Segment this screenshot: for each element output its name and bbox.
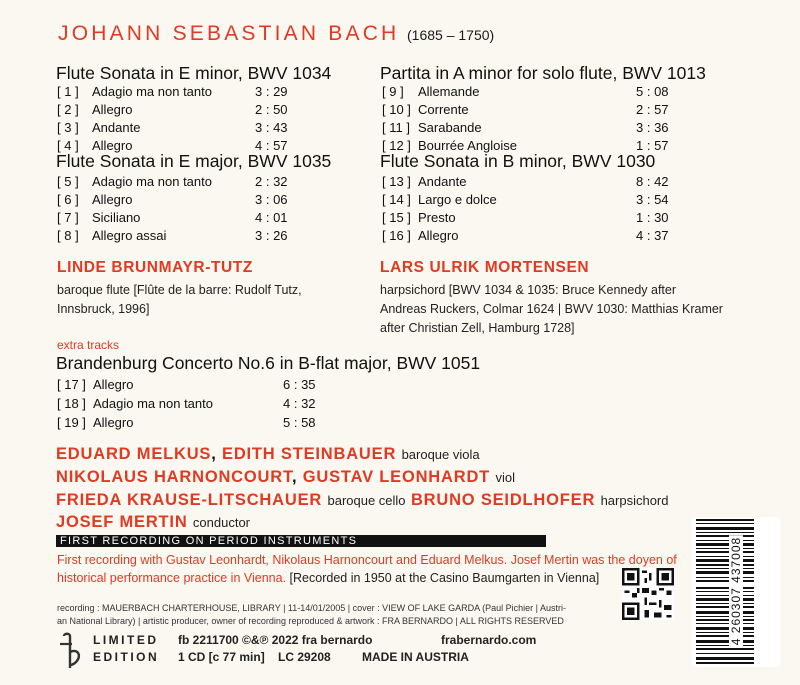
note-black-text: [Recorded in 1950 at the Casino Baumgarten in Vienna]: [289, 571, 600, 585]
artist-name: JOSEF MERTIN: [56, 513, 188, 531]
track-number: [ 12 ]: [382, 138, 411, 153]
track-row: [382, 173, 682, 191]
track-number: [ 6 ]: [57, 192, 79, 207]
track-duration: 3 : 26: [255, 228, 288, 243]
track-row: [57, 101, 307, 119]
artist-role: harpsichord: [600, 493, 669, 508]
artist-name: NIKOLAUS HARNONCOURT: [56, 468, 292, 486]
track-number: [ 18 ]: [57, 396, 86, 411]
soloist-flute-name: LINDE BRUNMAYR-TUTZ: [57, 259, 253, 276]
track-number: [ 19 ]: [57, 415, 86, 430]
track-title: Adagio ma non tanto: [93, 396, 213, 411]
track-list: [382, 173, 682, 245]
note-red-text: historical performance practice in Vienna.: [57, 571, 287, 585]
catalog-copyright: fb 2211700 ©&℗ 2022 fra bernardo: [178, 633, 373, 647]
track-number: [ 8 ]: [57, 228, 79, 243]
track-title: Andante: [418, 174, 467, 189]
ensemble-line-4: [56, 513, 250, 532]
track-title: Corrente: [418, 102, 469, 117]
track-number: [ 2 ]: [57, 102, 79, 117]
artist-name: EDITH STEINBAUER: [222, 445, 397, 463]
track-number: [ 1 ]: [57, 84, 79, 99]
track-number: [ 9 ]: [382, 84, 404, 99]
track-number: [ 11 ]: [382, 120, 410, 135]
track-title: Adagio ma non tanto: [92, 174, 212, 189]
ensemble-line-2: [56, 468, 515, 487]
soloist-flute-credit: [57, 281, 302, 319]
track-title: Sarabande: [418, 120, 482, 135]
composer-years: (1685 – 1750): [407, 27, 495, 43]
artist-name: EDUARD MELKUS: [56, 445, 212, 463]
track-number: [ 15 ]: [382, 210, 411, 225]
production-credits: [57, 602, 566, 628]
track-number: [ 13 ]: [382, 174, 411, 189]
track-duration: 3 : 36: [636, 120, 669, 135]
track-row: [382, 209, 682, 227]
credit-line: after Christian Zell, Hamburg 1728]: [380, 321, 575, 335]
recording-note-line-2: [57, 571, 599, 585]
work-title: Partita in A minor for solo flute, BWV 1013: [380, 63, 706, 83]
track-duration: 5 : 08: [636, 84, 669, 99]
track-duration: 4 : 01: [255, 210, 288, 225]
track-row: [382, 101, 682, 119]
track-duration: 3 : 06: [255, 192, 288, 207]
track-title: Allegro: [418, 228, 459, 243]
period-instruments-banner: FIRST RECORDING ON PERIOD INSTRUMENTS: [56, 535, 546, 547]
track-row: [57, 173, 307, 191]
artist-name: GUSTAV LEONHARDT: [302, 468, 491, 486]
label-code: LC 29208: [278, 650, 331, 664]
track-row: [57, 375, 337, 394]
country-of-manufacture: MADE IN AUSTRIA: [362, 650, 469, 664]
track-number: [ 16 ]: [382, 228, 411, 243]
work-title: Flute Sonata in E major, BWV 1035: [56, 151, 332, 171]
artist-name: FRIEDA KRAUSE-LITSCHAUER: [56, 491, 323, 509]
track-duration: 4 : 37: [636, 228, 669, 243]
track-title: Adagio ma non tanto: [92, 84, 212, 99]
soloist-harpsichord-credit: [380, 281, 723, 338]
track-row: [57, 83, 307, 101]
edition-text: EDITION: [93, 650, 160, 664]
credit-line: harpsichord [BWV 1034 & 1035: Bruce Kennedy after: [380, 283, 677, 297]
track-row: [382, 83, 682, 101]
credits-line: recording : MAUERBACH CHARTERHOUSE, LIBRARY | 11-14/01/2005 | cover : VIEW OF LAKE GARDA (Paul Pichier | Austri-: [57, 603, 567, 613]
artist-role: baroque viola: [401, 447, 480, 462]
artist-role: conductor: [192, 515, 251, 530]
cd-format: 1 CD [c 77 min]: [178, 650, 265, 664]
track-row: [57, 227, 307, 245]
track-title: Allegro: [93, 377, 134, 392]
track-duration: 2 : 50: [255, 102, 288, 117]
track-row: [382, 227, 682, 245]
track-duration: 2 : 32: [255, 174, 288, 189]
work-title: Flute Sonata in E minor, BWV 1034: [56, 63, 332, 83]
track-title: Largo e dolce: [418, 192, 497, 207]
track-duration: 1 : 30: [636, 210, 669, 225]
ensemble-line-3: [56, 491, 669, 510]
track-list: [57, 173, 307, 245]
track-row: [57, 413, 337, 432]
qr-code-icon: [622, 568, 674, 620]
artist-role: baroque cello: [327, 493, 406, 508]
track-list: [57, 375, 337, 432]
work-title: Brandenburg Concerto No.6 in B-flat major, BWV 1051: [56, 353, 481, 373]
extra-tracks-label: extra tracks: [57, 338, 120, 352]
track-list: [57, 83, 307, 155]
track-list: [382, 83, 682, 155]
track-title: Allegro: [93, 415, 134, 430]
track-duration: 5 : 58: [283, 415, 316, 430]
limited-edition-mark: [93, 632, 159, 666]
barcode: [692, 517, 780, 667]
work-title: Flute Sonata in B minor, BWV 1030: [380, 151, 656, 171]
credit-line: baroque flute [Flûte de la barre: Rudolf Tutz,: [57, 283, 302, 297]
track-number: [ 3 ]: [57, 120, 79, 135]
fra-bernardo-logo-icon: [56, 632, 84, 670]
track-title: Presto: [418, 210, 456, 225]
track-title: Allegro: [92, 192, 133, 207]
barcode-bars-icon: [692, 517, 754, 667]
track-row: [57, 119, 307, 137]
website: frabernardo.com: [441, 633, 537, 647]
track-number: [ 4 ]: [57, 138, 79, 153]
credit-line: Andreas Ruckers, Colmar 1624 | BWV 1030: Matthias Kramer: [380, 302, 723, 316]
track-duration: 4 : 57: [255, 138, 288, 153]
track-duration: 6 : 35: [283, 377, 316, 392]
recording-note-line-1: First recording with Gustav Leonhardt, Nikolaus Harnoncourt and Eduard Melkus. Josef Mertin was the doyen of: [57, 553, 677, 567]
barcode-number: 4 260307 437008: [729, 536, 743, 646]
track-title: Bourrée Angloise: [418, 138, 518, 153]
track-duration: 4 : 32: [283, 396, 316, 411]
artist-role: viol: [495, 470, 515, 485]
track-row: [57, 394, 337, 413]
separator: ,: [292, 468, 298, 486]
track-title: Siciliano: [92, 210, 141, 225]
track-number: [ 5 ]: [57, 174, 79, 189]
track-duration: 3 : 29: [255, 84, 288, 99]
track-number: [ 10 ]: [382, 102, 411, 117]
track-number: [ 17 ]: [57, 377, 86, 392]
track-title: Allegro: [92, 102, 133, 117]
limited-text: LIMITED: [93, 633, 159, 647]
track-number: [ 14 ]: [382, 192, 411, 207]
track-row: [382, 119, 682, 137]
artist-name: BRUNO SEIDLHOFER: [410, 491, 596, 509]
track-duration: 1 : 57: [636, 138, 669, 153]
ensemble-line-1: [56, 445, 480, 464]
track-title: Allegro: [92, 138, 133, 153]
track-duration: 3 : 43: [255, 120, 288, 135]
track-number: [ 7 ]: [57, 210, 79, 225]
track-duration: 3 : 54: [636, 192, 669, 207]
track-title: Allemande: [418, 84, 480, 99]
track-title: Allegro assai: [92, 228, 167, 243]
credits-line: an National Library) | artistic producer, owner of recording reproduced & artwork : FRA BERNARDO | ALL RIGHTS RESERVED: [57, 616, 564, 626]
track-row: [382, 191, 682, 209]
track-duration: 2 : 57: [636, 102, 669, 117]
credit-line: Innsbruck, 1996]: [57, 302, 150, 316]
track-row: [57, 191, 307, 209]
track-duration: 8 : 42: [636, 174, 669, 189]
separator: ,: [211, 445, 217, 463]
track-title: Andante: [92, 120, 141, 135]
soloist-harpsichord-name: LARS ULRIK MORTENSEN: [380, 259, 590, 276]
composer-name: JOHANN SEBASTIAN BACH: [58, 22, 400, 45]
track-row: [57, 209, 307, 227]
